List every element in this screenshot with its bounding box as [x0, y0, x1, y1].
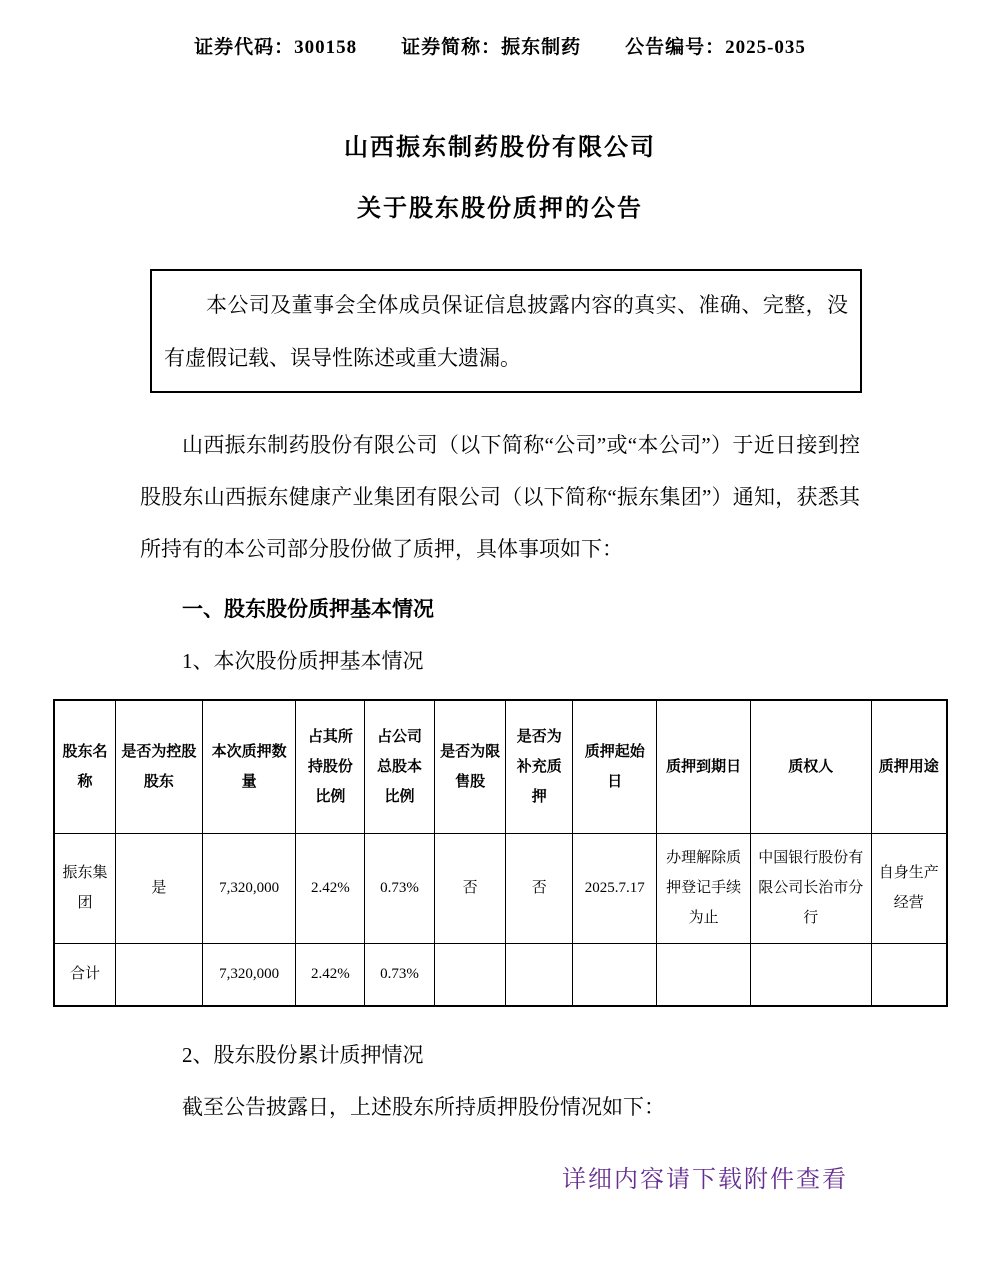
pledge-table-cell — [434, 943, 505, 1006]
pledge-table-cell: 振东集团 — [54, 833, 116, 943]
disclaimer-box — [150, 269, 862, 393]
disclaimer-text: 本公司及董事会全体成员保证信息披露内容的真实、准确、完整，没有虚假记载、误导性陈述或重大遗漏。 — [164, 293, 848, 370]
pledge-table-cell: 7,320,000 — [202, 833, 296, 943]
pledge-table-row — [54, 833, 947, 943]
pledge-table-cell — [657, 943, 751, 1006]
pledge-table-cell — [750, 943, 871, 1006]
pledge-table-header-cell: 质权人 — [750, 700, 871, 833]
pledge-table-header-cell: 占其所持股份比例 — [296, 700, 365, 833]
announcement-number: 公告编号：2025-035 — [625, 37, 806, 58]
company-title: 山西振东制药股份有限公司 — [344, 135, 656, 161]
section-2-intro: 截至公告披露日，上述股东所持质押股份情况如下： — [182, 1095, 665, 1119]
pledge-table-cell — [871, 943, 947, 1006]
announcement-title: 关于股东股份质押的公告 — [357, 196, 643, 222]
stock-code: 证券代码：300158 — [194, 37, 358, 58]
pledge-table-header-cell: 质押用途 — [871, 700, 947, 833]
attachment-notice: 详细内容请下载附件查看 — [562, 1166, 848, 1193]
pledge-table-cell — [506, 943, 573, 1006]
pledge-table-header-cell: 质押到期日 — [657, 700, 751, 833]
section-1-sub-2: 2、股东股份累计质押情况 — [182, 1043, 424, 1067]
pledge-table-cell: 否 — [506, 833, 573, 943]
pledge-table-cell: 2.42% — [296, 833, 365, 943]
pledge-table-cell: 中国银行股份有限公司长治市分行 — [750, 833, 871, 943]
section-1-sub-1: 1、本次股份质押基本情况 — [182, 649, 424, 673]
intro-paragraph: 山西振东制药股份有限公司（以下简称“公司”或“本公司”）于近日接到控股股东山西振东健康产业集团有限公司（以下简称“振东集团”）通知，获悉其所持有的本公司部分股份做了质押，具体事项如下： — [140, 433, 860, 561]
pledge-table-header-row — [54, 700, 947, 833]
pledge-table — [53, 699, 948, 1007]
pledge-table-cell: 合计 — [54, 943, 116, 1006]
pledge-table-cell: 7,320,000 — [202, 943, 296, 1006]
pledge-table-cell: 0.73% — [365, 833, 435, 943]
pledge-table-cell: 是 — [116, 833, 203, 943]
pledge-table-header-cell: 占公司总股本比例 — [365, 700, 435, 833]
pledge-table-cell: 2.42% — [296, 943, 365, 1006]
stock-short-name: 证券简称：振东制药 — [401, 37, 582, 58]
pledge-table-header-cell: 本次质押数量 — [202, 700, 296, 833]
pledge-table-header-cell: 是否为限售股 — [434, 700, 505, 833]
pledge-table-header-cell: 股东名称 — [54, 700, 116, 833]
pledge-table-cell — [573, 943, 657, 1006]
document-header — [0, 0, 1000, 59]
pledge-table-cell: 自身生产经营 — [871, 833, 947, 943]
section-1-heading: 一、股东股份质押基本情况 — [182, 597, 434, 621]
pledge-table-cell: 否 — [434, 833, 505, 943]
pledge-table-cell — [116, 943, 203, 1006]
pledge-table-cell: 0.73% — [365, 943, 435, 1006]
pledge-table-row — [54, 943, 947, 1006]
pledge-table-header-cell: 是否为控股股东 — [116, 700, 203, 833]
pledge-table-cell: 2025.7.17 — [573, 833, 657, 943]
pledge-table-header-cell: 质押起始日 — [573, 700, 657, 833]
pledge-table-cell: 办理解除质押登记手续为止 — [657, 833, 751, 943]
pledge-table-header-cell: 是否为补充质押 — [506, 700, 573, 833]
